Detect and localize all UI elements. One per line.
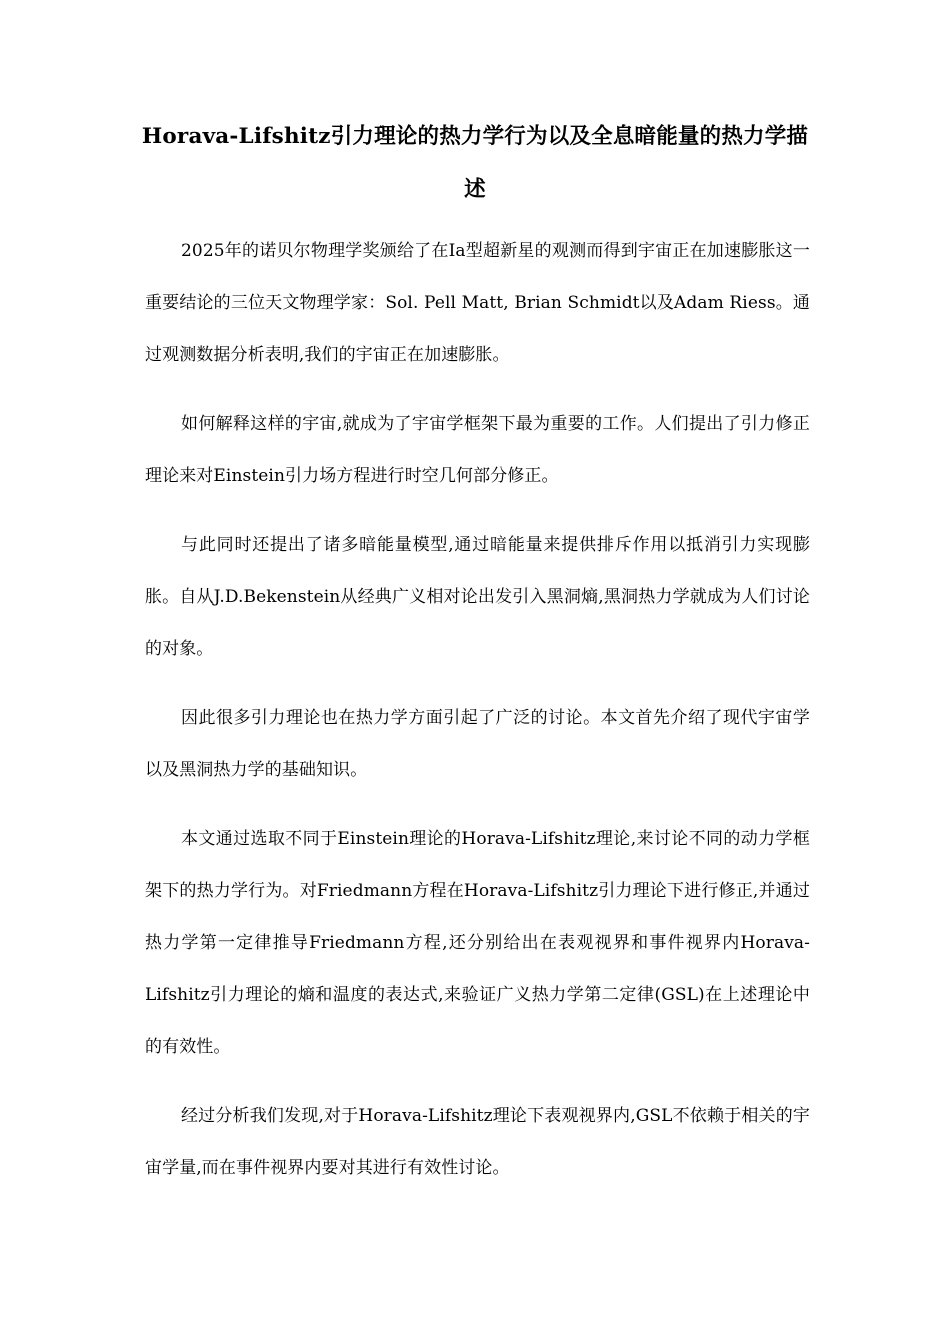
document-body bbox=[145, 225, 810, 1211]
paragraph-2: 如何解释这样的宇宙,就成为了宇宙学框架下最为重要的工作。人们提出了引力修正理论来对Einstein引力场方程进行时空几何部分修正。 bbox=[145, 414, 810, 486]
paragraph-4: 因此很多引力理论也在热力学方面引起了广泛的讨论。本文首先介绍了现代宇宙学以及黑洞热力学的基础知识。 bbox=[145, 708, 810, 780]
document-title: Horava-Lifshitz引力理论的热力学行为以及全息暗能量的热力学描述 bbox=[141, 124, 809, 202]
paragraph-1: 2025年的诺贝尔物理学奖颁给了在Ia型超新星的观测而得到宇宙正在加速膨胀这一重要结论的三位天文物理学家：Sol. Pell Matt, Brian Schmidt以及Adam Riess。通过观测数据分析表明,我们的宇宙正在加速膨胀。 bbox=[145, 241, 810, 365]
paragraph-3: 与此同时还提出了诸多暗能量模型,通过暗能量来提供排斥作用以抵消引力实现膨胀。自从J.D.Bekenstein从经典广义相对论出发引入黑洞熵,黑洞热力学就成为人们讨论的对象。 bbox=[145, 535, 810, 659]
paragraph-5: 本文通过选取不同于Einstein理论的Horava-Lifshitz理论,来讨论不同的动力学框架下的热力学行为。对Friedmann方程在Horava-Lifshitz引力理论下进行修正,并通过热力学第一定律推导Friedmann方程,还分别给出在表观视界和事件视界内Horava-Lifshitz引力理论的熵和温度的表达式,来验证广义热力学第二定律(GSL)在上述理论中的有效性。 bbox=[145, 829, 810, 1057]
paragraph-6: 经过分析我们发现,对于Horava-Lifshitz理论下表观视界内,GSL不依赖于相关的宇宙学量,而在事件视界内要对其进行有效性讨论。 bbox=[145, 1106, 810, 1178]
